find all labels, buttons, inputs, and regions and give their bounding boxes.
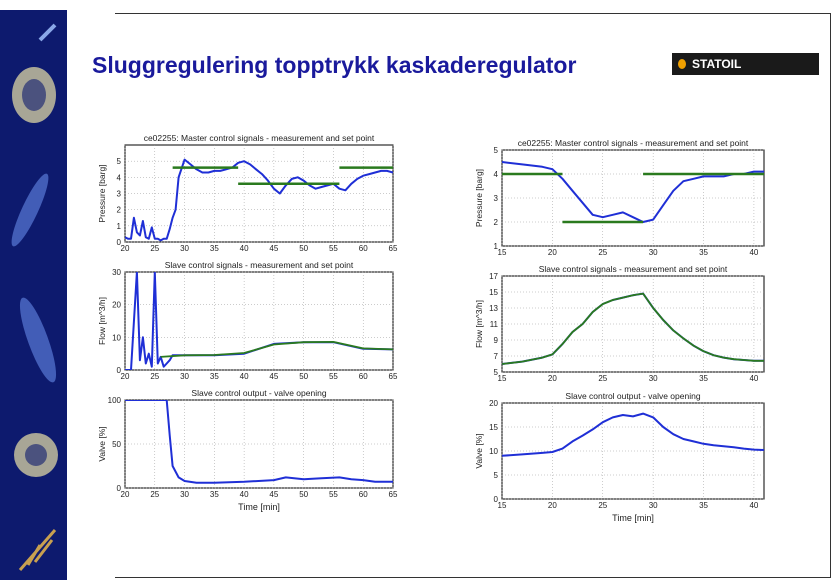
y-axis-label: Flow [m^3/h] xyxy=(474,300,484,348)
chart-left-bottom xyxy=(97,388,398,512)
chart-right-top xyxy=(474,138,764,257)
x-tick-label: 20 xyxy=(547,501,557,510)
y-tick-label: 0 xyxy=(116,238,121,247)
y-tick-label: 10 xyxy=(489,447,498,456)
chart-title: ce02255: Master control signals - measurement and set point xyxy=(143,133,375,143)
y-axis-label: Valve [%] xyxy=(474,433,484,469)
y-axis-label: Pressure [barg] xyxy=(97,164,107,223)
x-tick-label: 35 xyxy=(209,244,219,253)
y-tick-label: 30 xyxy=(112,268,121,277)
x-tick-label: 20 xyxy=(547,374,557,383)
y-tick-label: 11 xyxy=(489,320,498,329)
y-tick-label: 5 xyxy=(493,368,498,377)
y-tick-label: 5 xyxy=(493,146,498,155)
x-tick-label: 15 xyxy=(497,501,507,510)
x-tick-label: 35 xyxy=(699,374,708,383)
y-tick-label: 0 xyxy=(493,495,498,504)
y-tick-label: 0 xyxy=(116,484,121,493)
x-tick-label: 30 xyxy=(648,374,658,383)
x-tick-label: 25 xyxy=(150,244,160,253)
x-tick-label: 30 xyxy=(648,501,658,510)
x-tick-label: 20 xyxy=(120,490,130,499)
x-tick-label: 40 xyxy=(749,501,759,510)
x-tick-label: 25 xyxy=(150,372,160,381)
y-tick-label: 10 xyxy=(112,333,121,343)
plot-frame xyxy=(125,272,393,370)
chart-left-mid xyxy=(97,260,398,381)
y-tick-label: 15 xyxy=(489,288,498,297)
y-tick-label: 5 xyxy=(493,471,498,480)
y-tick-label: 50 xyxy=(112,440,121,449)
x-tick-label: 20 xyxy=(120,244,130,253)
x-tick-label: 20 xyxy=(547,248,557,257)
chart-title: Slave control output - valve opening xyxy=(565,391,701,401)
y-tick-label: 2 xyxy=(116,205,121,215)
x-tick-label: 25 xyxy=(598,248,608,257)
x-tick-label: 60 xyxy=(358,372,368,381)
y-tick-label: 1 xyxy=(493,242,498,251)
y-tick-label: 5 xyxy=(116,157,121,167)
x-axis-label: Time [min] xyxy=(238,502,280,512)
chart-title: Slave control output - valve opening xyxy=(191,388,327,398)
x-tick-label: 30 xyxy=(648,248,658,257)
y-axis-label: Valve [%] xyxy=(97,426,107,462)
y-tick-label: 4 xyxy=(493,170,498,179)
chart-left-top xyxy=(97,133,398,253)
page-title: Sluggregulering topptrykk kaskaderegulator xyxy=(92,52,577,78)
x-tick-label: 40 xyxy=(239,372,249,381)
y-axis-label: Flow [m^3/h] xyxy=(97,297,107,345)
y-tick-label: 0 xyxy=(116,366,121,375)
x-tick-label: 60 xyxy=(358,490,368,499)
x-tick-label: 25 xyxy=(598,501,608,510)
y-tick-label: 7 xyxy=(493,352,498,361)
x-tick-label: 55 xyxy=(328,372,338,381)
y-tick-label: 3 xyxy=(493,194,498,203)
x-tick-label: 50 xyxy=(299,372,309,381)
x-axis-label: Time [min] xyxy=(612,513,654,523)
x-tick-label: 50 xyxy=(299,490,309,499)
y-tick-label: 9 xyxy=(493,336,498,345)
x-tick-label: 65 xyxy=(388,244,398,253)
plot-frame xyxy=(125,400,393,488)
y-tick-label: 20 xyxy=(489,399,498,408)
y-tick-label: 100 xyxy=(107,396,121,405)
x-tick-label: 15 xyxy=(497,248,507,257)
x-tick-label: 35 xyxy=(209,372,219,381)
chart-title: ce02255: Master control signals - measurement and set point xyxy=(517,138,749,148)
x-tick-label: 55 xyxy=(328,244,338,253)
x-tick-label: 30 xyxy=(180,244,190,253)
x-tick-label: 40 xyxy=(749,248,759,257)
chart-title: Slave control signals - measurement and set point xyxy=(164,260,354,270)
y-tick-label: 3 xyxy=(116,189,121,199)
y-tick-label: 17 xyxy=(489,272,498,281)
chart-right-bottom xyxy=(474,391,764,523)
y-tick-label: 2 xyxy=(493,218,498,227)
chart-right-mid xyxy=(474,264,764,383)
x-tick-label: 45 xyxy=(269,372,279,381)
x-tick-label: 35 xyxy=(209,490,219,499)
x-tick-label: 35 xyxy=(699,501,708,510)
plot-frame xyxy=(125,145,393,242)
y-tick-label: 4 xyxy=(116,173,121,183)
x-tick-label: 40 xyxy=(749,374,759,383)
x-tick-label: 20 xyxy=(120,372,130,381)
y-tick-label: 15 xyxy=(489,423,498,432)
x-tick-label: 25 xyxy=(598,374,608,383)
x-tick-label: 30 xyxy=(180,490,190,499)
x-tick-label: 40 xyxy=(239,490,249,499)
x-tick-label: 40 xyxy=(239,244,249,253)
y-axis-label: Pressure [barg] xyxy=(474,168,484,228)
x-tick-label: 25 xyxy=(150,490,160,499)
x-tick-label: 55 xyxy=(328,490,338,499)
y-tick-label: 13 xyxy=(489,304,498,313)
y-tick-label: 1 xyxy=(116,221,121,231)
y-tick-label: 20 xyxy=(112,300,121,310)
x-tick-label: 30 xyxy=(180,372,190,381)
chart-title: Slave control signals - measurement and set point xyxy=(538,264,728,274)
x-tick-label: 65 xyxy=(388,372,398,381)
x-tick-label: 65 xyxy=(388,490,398,499)
x-tick-label: 50 xyxy=(299,244,309,253)
logo-text: STATOIL xyxy=(692,57,742,71)
x-tick-label: 15 xyxy=(497,374,507,383)
x-tick-label: 45 xyxy=(269,244,279,253)
x-tick-label: 60 xyxy=(358,244,368,253)
x-tick-label: 45 xyxy=(269,490,279,499)
x-tick-label: 35 xyxy=(699,248,708,257)
